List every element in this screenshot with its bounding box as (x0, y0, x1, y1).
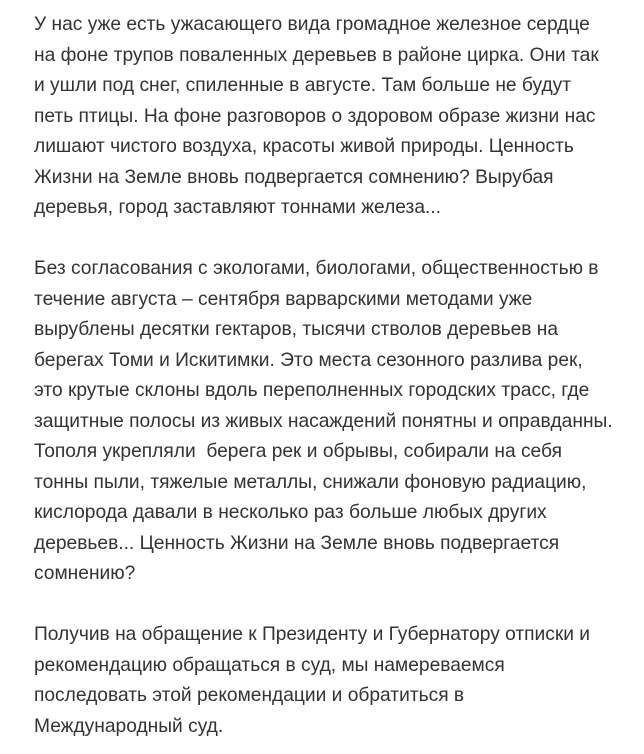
paragraph-iron-heart: У нас уже есть ужасающего вида громадное железное сердце на фоне трупов поваленных деревьев в районе цирка. Они так и ушли под снег, спиленные в августе. Там больше не будут петь птицы. На фоне разговоров о здоровом образе жизни нас лишают чистого воздуха, красоты живой природы. Ценность Жизни на Земле вновь подвергается сомнению? Вырубая деревья, город заставляют тоннами железа... (34, 14, 605, 218)
paragraph-international-court: Получив на обращение к Президенту и Губернатору отписки и рекомендацию обращаться в суд, мы намереваемся последовать этой рекомендации и обратиться в Международный суд. (34, 624, 596, 737)
article-body (34, 10, 619, 742)
paragraph-deforestation: Без согласования с экологами, биологами, общественностью в течение августа – сентября варварскими методами уже вырублены десятки гектаров, тысячи стволов деревьев на берегах Томи и Искитимки. Это места сезонного разлива рек, это крутые склоны вдоль переполненных городских трасс, где защитные полосы из живых насаждений понятны и оправданны. Тополя укрепляли берега рек и обрывы, собирали на себя тонны пыли, тяжелые металлы, снижали фоновую радиацию, кислорода давали в несколько раз больше любых других деревьев... Ценность Жизни на Земле вновь подвергается сомнению? (34, 258, 619, 584)
